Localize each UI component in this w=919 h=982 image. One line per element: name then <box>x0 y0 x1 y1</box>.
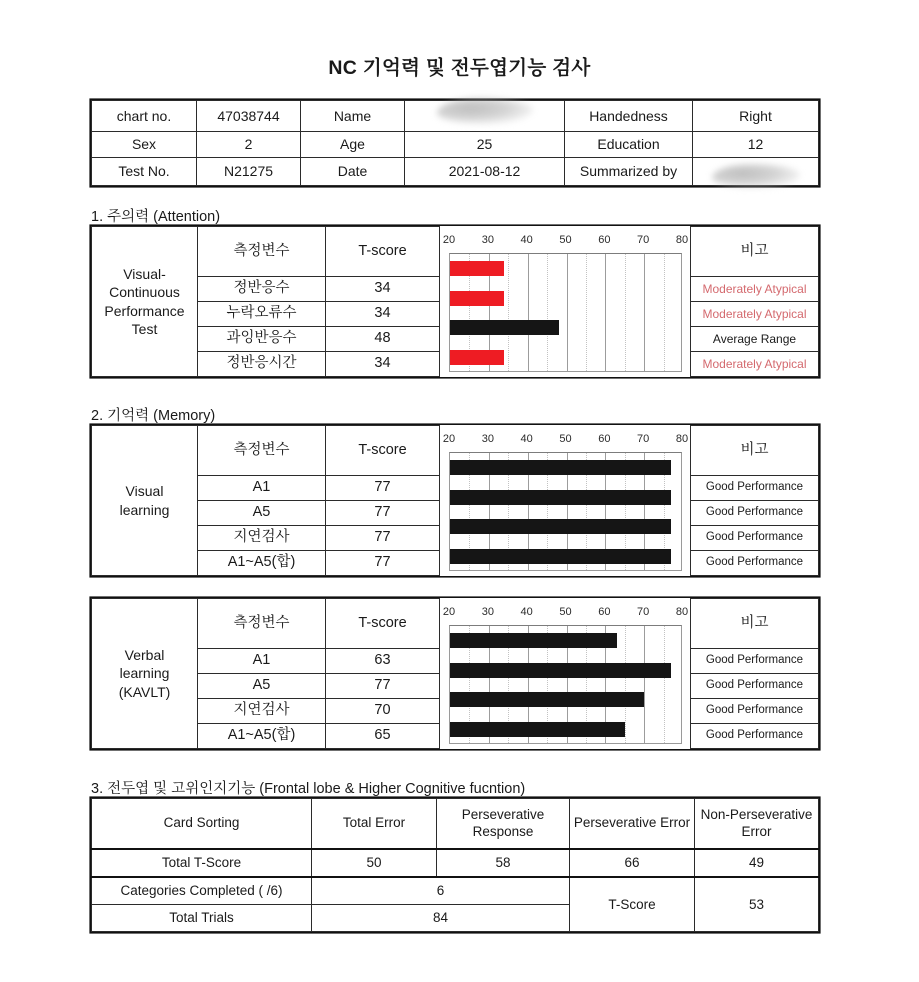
gridline-major <box>528 254 529 371</box>
tscore-value: 63 <box>326 649 440 674</box>
remark-badge: Good Performance <box>691 649 819 674</box>
axis-tick-label: 50 <box>559 605 572 618</box>
axis-tick-label: 80 <box>675 432 689 445</box>
chart-axis-labels <box>442 233 689 253</box>
tscore-value: 65 <box>326 724 440 749</box>
info-value-handedness: Right <box>693 101 819 132</box>
table-row <box>92 131 819 157</box>
remark-badge: Moderately Atypical <box>691 302 819 327</box>
chart-axis-labels <box>442 605 689 625</box>
remark-badge: Good Performance <box>691 551 819 576</box>
axis-tick-label: 40 <box>520 432 533 445</box>
section-heading-memory: 2. 기억력 (Memory) <box>91 408 216 424</box>
chart-bar <box>450 722 625 737</box>
info-value-test-no: N21275 <box>197 157 301 186</box>
table-row <box>92 101 819 132</box>
tscore-value: 77 <box>326 674 440 699</box>
row-label-total-trials: Total Trials <box>92 905 312 932</box>
chart-axis-labels <box>442 432 689 452</box>
remark-badge: Good Performance <box>691 526 819 551</box>
gridline-minor <box>508 254 509 371</box>
axis-tick-label: 40 <box>520 605 533 618</box>
gridline-major <box>605 254 606 371</box>
col-header-variable: 측정변수 <box>198 599 326 649</box>
col-header-tscore: T-score <box>326 599 440 649</box>
axis-tick-label: 80 <box>675 605 689 618</box>
variable-label: 지연검사 <box>198 526 326 551</box>
table-row <box>92 849 819 877</box>
category-label-verbal-learning: Verbal learning (KAVLT) <box>92 599 198 749</box>
row-label-total-tscore: Total T-Score <box>92 849 312 877</box>
axis-tick-label: 30 <box>481 233 494 246</box>
visual-learning-bar-chart <box>442 432 689 571</box>
persev-error-tscore: 66 <box>570 849 695 877</box>
attention-bar-chart <box>442 233 689 372</box>
chart-bar <box>450 320 559 335</box>
section-heading-attention: 1. 주의력 (Attention) <box>91 209 221 225</box>
chart-bar <box>450 633 617 648</box>
remark-badge: Good Performance <box>691 699 819 724</box>
chart-bar <box>450 261 504 276</box>
axis-tick-label: 30 <box>481 605 494 618</box>
variable-label: A1 <box>198 476 326 501</box>
gridline-minor <box>586 254 587 371</box>
axis-tick-label: 60 <box>598 605 611 618</box>
gridline-major <box>644 626 645 743</box>
axis-tick-label: 70 <box>637 432 650 445</box>
col-header-remark: 비고 <box>691 227 819 277</box>
chart-bar <box>450 490 671 505</box>
chart-plot-area <box>449 625 682 744</box>
chart-plot-area <box>449 253 682 372</box>
remark-badge: Good Performance <box>691 501 819 526</box>
tscore-label: T-Score <box>570 877 695 932</box>
info-value-sex: 2 <box>197 131 301 157</box>
chart-bar <box>450 350 504 365</box>
table-row <box>92 877 819 905</box>
axis-tick-label: 20 <box>442 233 456 246</box>
variable-label: 과잉반응수 <box>198 327 326 352</box>
info-label-summarized-by: Summarized by <box>565 157 693 186</box>
col-header-persev-error: Perseverative Error <box>570 799 695 850</box>
visual-learning-bar-chart-cell <box>440 426 691 576</box>
info-value-chart-no: 47038744 <box>197 101 301 132</box>
category-label-cpt: Visual- Continuous Performance Test <box>92 227 198 377</box>
chart-bar <box>450 460 671 475</box>
remark-badge: Good Performance <box>691 476 819 501</box>
variable-label: 누락오류수 <box>198 302 326 327</box>
tscore-value: 34 <box>326 352 440 377</box>
row-label-categories-completed: Categories Completed ( /6) <box>92 877 312 905</box>
gridline-minor <box>547 254 548 371</box>
col-header-non-persev-error: Non-Perseverative Error <box>695 799 819 850</box>
attention-bar-chart-cell <box>440 227 691 377</box>
info-value-summarized-by <box>693 157 819 186</box>
info-label-education: Education <box>565 131 693 157</box>
card-sorting-table <box>91 798 819 932</box>
info-label-age: Age <box>301 131 405 157</box>
axis-tick-label: 80 <box>675 233 689 246</box>
info-label-date: Date <box>301 157 405 186</box>
tscore-value: 53 <box>695 877 819 932</box>
axis-tick-label: 50 <box>559 432 572 445</box>
axis-tick-label: 20 <box>442 432 456 445</box>
total-error-tscore: 50 <box>312 849 437 877</box>
patient-info-table <box>91 100 819 186</box>
chart-bar <box>450 291 504 306</box>
info-label-sex: Sex <box>92 131 197 157</box>
chart-bar <box>450 549 671 564</box>
axis-tick-label: 30 <box>481 432 494 445</box>
col-header-variable: 측정변수 <box>198 227 326 277</box>
axis-tick-label: 50 <box>559 233 572 246</box>
table-row <box>92 426 819 476</box>
gridline-minor <box>664 626 665 743</box>
info-label-test-no: Test No. <box>92 157 197 186</box>
chart-bar <box>450 519 671 534</box>
variable-label: A1~A5(합) <box>198 551 326 576</box>
table-row <box>92 799 819 850</box>
redacted-summarizer <box>712 164 800 188</box>
categories-completed-value: 6 <box>312 877 570 905</box>
variable-label: 지연검사 <box>198 699 326 724</box>
col-header-total-error: Total Error <box>312 799 437 850</box>
gridline-minor <box>664 254 665 371</box>
remark-badge: Moderately Atypical <box>691 277 819 302</box>
variable-label: 정반응시간 <box>198 352 326 377</box>
chart-bar <box>450 663 671 678</box>
gridline-major <box>644 254 645 371</box>
col-header-remark: 비고 <box>691 426 819 476</box>
verbal-learning-score-table <box>91 598 819 749</box>
table-row <box>92 599 819 649</box>
variable-label: 정반응수 <box>198 277 326 302</box>
tscore-value: 77 <box>326 551 440 576</box>
tscore-value: 48 <box>326 327 440 352</box>
remark-badge: Moderately Atypical <box>691 352 819 377</box>
info-label-chart-no: chart no. <box>92 101 197 132</box>
axis-tick-label: 60 <box>598 233 611 246</box>
chart-bar <box>450 692 644 707</box>
persev-response-tscore: 58 <box>437 849 570 877</box>
verbal-learning-bar-chart <box>442 605 689 744</box>
info-value-age: 25 <box>405 131 565 157</box>
col-header-tscore: T-score <box>326 426 440 476</box>
info-value-education: 12 <box>693 131 819 157</box>
info-value-name <box>405 101 565 132</box>
table-row <box>92 227 819 277</box>
tscore-value: 70 <box>326 699 440 724</box>
axis-tick-label: 20 <box>442 605 456 618</box>
axis-tick-label: 70 <box>637 605 650 618</box>
tscore-value: 77 <box>326 501 440 526</box>
gridline-major <box>567 254 568 371</box>
total-trials-value: 84 <box>312 905 570 932</box>
non-persev-error-tscore: 49 <box>695 849 819 877</box>
variable-label: A1~A5(합) <box>198 724 326 749</box>
visual-learning-score-table <box>91 425 819 576</box>
redacted-name <box>437 98 533 124</box>
verbal-learning-bar-chart-cell <box>440 599 691 749</box>
remark-badge: Good Performance <box>691 724 819 749</box>
info-value-date: 2021-08-12 <box>405 157 565 186</box>
axis-tick-label: 60 <box>598 432 611 445</box>
info-label-handedness: Handedness <box>565 101 693 132</box>
gridline-minor <box>625 626 626 743</box>
axis-tick-label: 40 <box>520 233 533 246</box>
chart-plot-area <box>449 452 682 571</box>
variable-label: A5 <box>198 501 326 526</box>
remark-badge: Good Performance <box>691 674 819 699</box>
table-row <box>92 157 819 186</box>
axis-tick-label: 70 <box>637 233 650 246</box>
col-header-variable: 측정변수 <box>198 426 326 476</box>
category-label-visual-learning: Visual learning <box>92 426 198 576</box>
attention-score-table <box>91 226 819 377</box>
col-header-remark: 비고 <box>691 599 819 649</box>
col-header-persev-response: Perseverative Response <box>437 799 570 850</box>
remark-badge: Average Range <box>691 327 819 352</box>
gridline-minor <box>625 254 626 371</box>
variable-label: A1 <box>198 649 326 674</box>
tscore-value: 34 <box>326 277 440 302</box>
tscore-value: 77 <box>326 476 440 501</box>
section-heading-frontal: 3. 전두엽 및 고위인지기능 (Frontal lobe & Higher Cognitive fucntion) <box>91 781 526 797</box>
info-label-name: Name <box>301 101 405 132</box>
col-header-card-sorting: Card Sorting <box>92 799 312 850</box>
page-title: NC 기억력 및 전두엽기능 검사 <box>328 57 591 79</box>
tscore-value: 34 <box>326 302 440 327</box>
col-header-tscore: T-score <box>326 227 440 277</box>
variable-label: A5 <box>198 674 326 699</box>
tscore-value: 77 <box>326 526 440 551</box>
